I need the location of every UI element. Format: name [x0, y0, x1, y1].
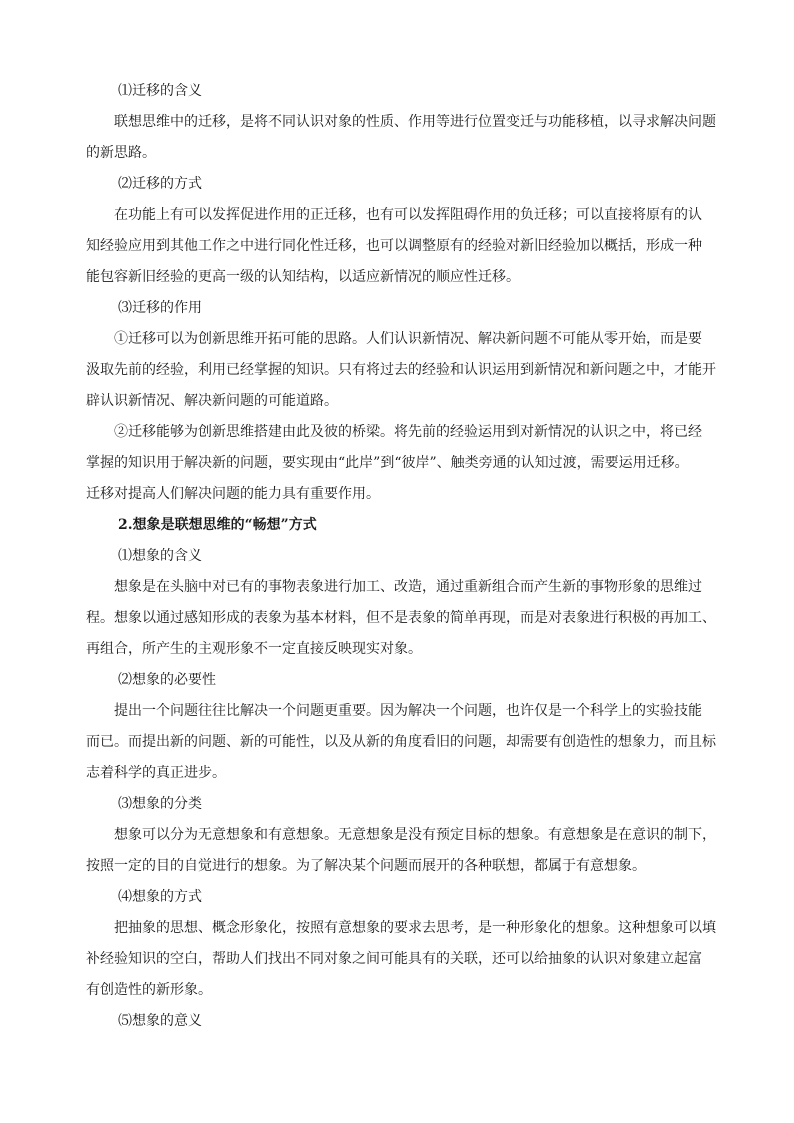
paragraph-line: 按照一定的目的自觉进行的想象。为了解决某个问题而展开的各种联想，都属于有意想象。 [86, 858, 646, 874]
section-heading: ⑶迁移的作用 [118, 300, 202, 316]
paragraph-line: 迁移对提高人们解决问题的能力具有重要作用。 [86, 486, 380, 502]
paragraph-line: 提出一个问题往往比解决一个问题更重要。因为解决一个问题，也许仅是一个科学上的实验技能 [114, 703, 702, 719]
paragraph [86, 200, 712, 293]
paragraph-line: ①迁移可以为创新思维开拓可能的思路。人们认识新情况、解决新问题不可能从零开始，而是要 [114, 331, 702, 347]
paragraph-line: 知经验应用到其他工作之中进行同化性迁移，也可以调整原有的经验对新旧经验加以概括，形成一种 [86, 238, 702, 254]
document-body [86, 76, 716, 1037]
paragraph [86, 417, 712, 510]
paragraph [86, 820, 716, 882]
section-heading: ⑸想象的意义 [118, 1013, 202, 1029]
section-heading: ⑷想象的方式 [118, 889, 202, 905]
paragraph-line: 汲取先前的经验，利用已经掌握的知识。只有将过去的经验和认识运用到新情况和新问题之中，才能开 [86, 362, 716, 378]
section-heading: ⑶想象的分类 [118, 796, 202, 812]
paragraph-line: 联想思维中的迁移，是将不同认识对象的性质、作用等进行位置变迁与功能移植，以寻求解决问题 [114, 114, 716, 130]
paragraph [86, 696, 716, 789]
paragraph-line: 程。想象以通过感知形成的表象为基本材料，但不是表象的简单再现，而是对表象进行积极的再加工、 [86, 610, 716, 626]
paragraph-line: 辟认识新情况、解决新问题的可能道路。 [86, 393, 338, 409]
section-heading: ⑴迁移的含义 [118, 83, 202, 99]
section-heading: ⑵想象的必要性 [118, 672, 216, 688]
paragraph [86, 324, 716, 417]
paragraph-line: 把抽象的思想、概念形象化，按照有意想象的要求去思考，是一种形象化的想象。这种想象可以填 [114, 920, 716, 936]
section-heading: ⑴想象的含义 [118, 548, 202, 564]
paragraph-line: 而已。而提出新的问题、新的可能性，以及从新的角度看旧的问题，却需要有创造性的想象力，而且标 [86, 734, 716, 750]
paragraph [86, 913, 716, 1006]
paragraph [86, 107, 716, 169]
paragraph-line: 的新思路。 [86, 145, 156, 161]
paragraph-line: 再组合，所产生的主观形象不一定直接反映现实对象。 [86, 641, 422, 657]
paragraph-line: 想象是在头脑中对已有的事物表象进行加工、改造，通过重新组合而产生新的事物形象的思维过 [114, 579, 702, 595]
paragraph-line: 有创造性的新形象。 [86, 982, 212, 998]
section-heading: ⑵迁移的方式 [118, 176, 202, 192]
paragraph-line: 想象可以分为无意想象和有意想象。无意想象是没有预定目标的想象。有意想象是在意识的制下， [114, 827, 716, 843]
paragraph-line: 掌握的知识用于解决新的问题，要实现由“此岸”到“彼岸”、触类旁通的认知过渡，需要运用迁移。 [86, 455, 689, 471]
paragraph-line: 志着科学的真正进步。 [86, 765, 226, 781]
paragraph [86, 572, 716, 665]
paragraph-line: 补经验知识的空白，帮助人们找出不同对象之间可能具有的关联，还可以给抽象的认识对象建立起富 [86, 951, 702, 967]
paragraph-line: ②迁移能够为创新思维搭建由此及彼的桥梁。将先前的经验运用到对新情况的认识之中，将已经 [114, 424, 702, 440]
paragraph-line: 能包容新旧经验的更高一级的认知结构，以适应新情况的顺应性迁移。 [86, 269, 520, 285]
section-heading: 2.想象是联想思维的“畅想”方式 [118, 517, 317, 533]
paragraph-line: 在功能上有可以发挥促进作用的正迁移，也有可以发挥阻碍作用的负迁移；可以直接将原有的认 [114, 207, 702, 223]
